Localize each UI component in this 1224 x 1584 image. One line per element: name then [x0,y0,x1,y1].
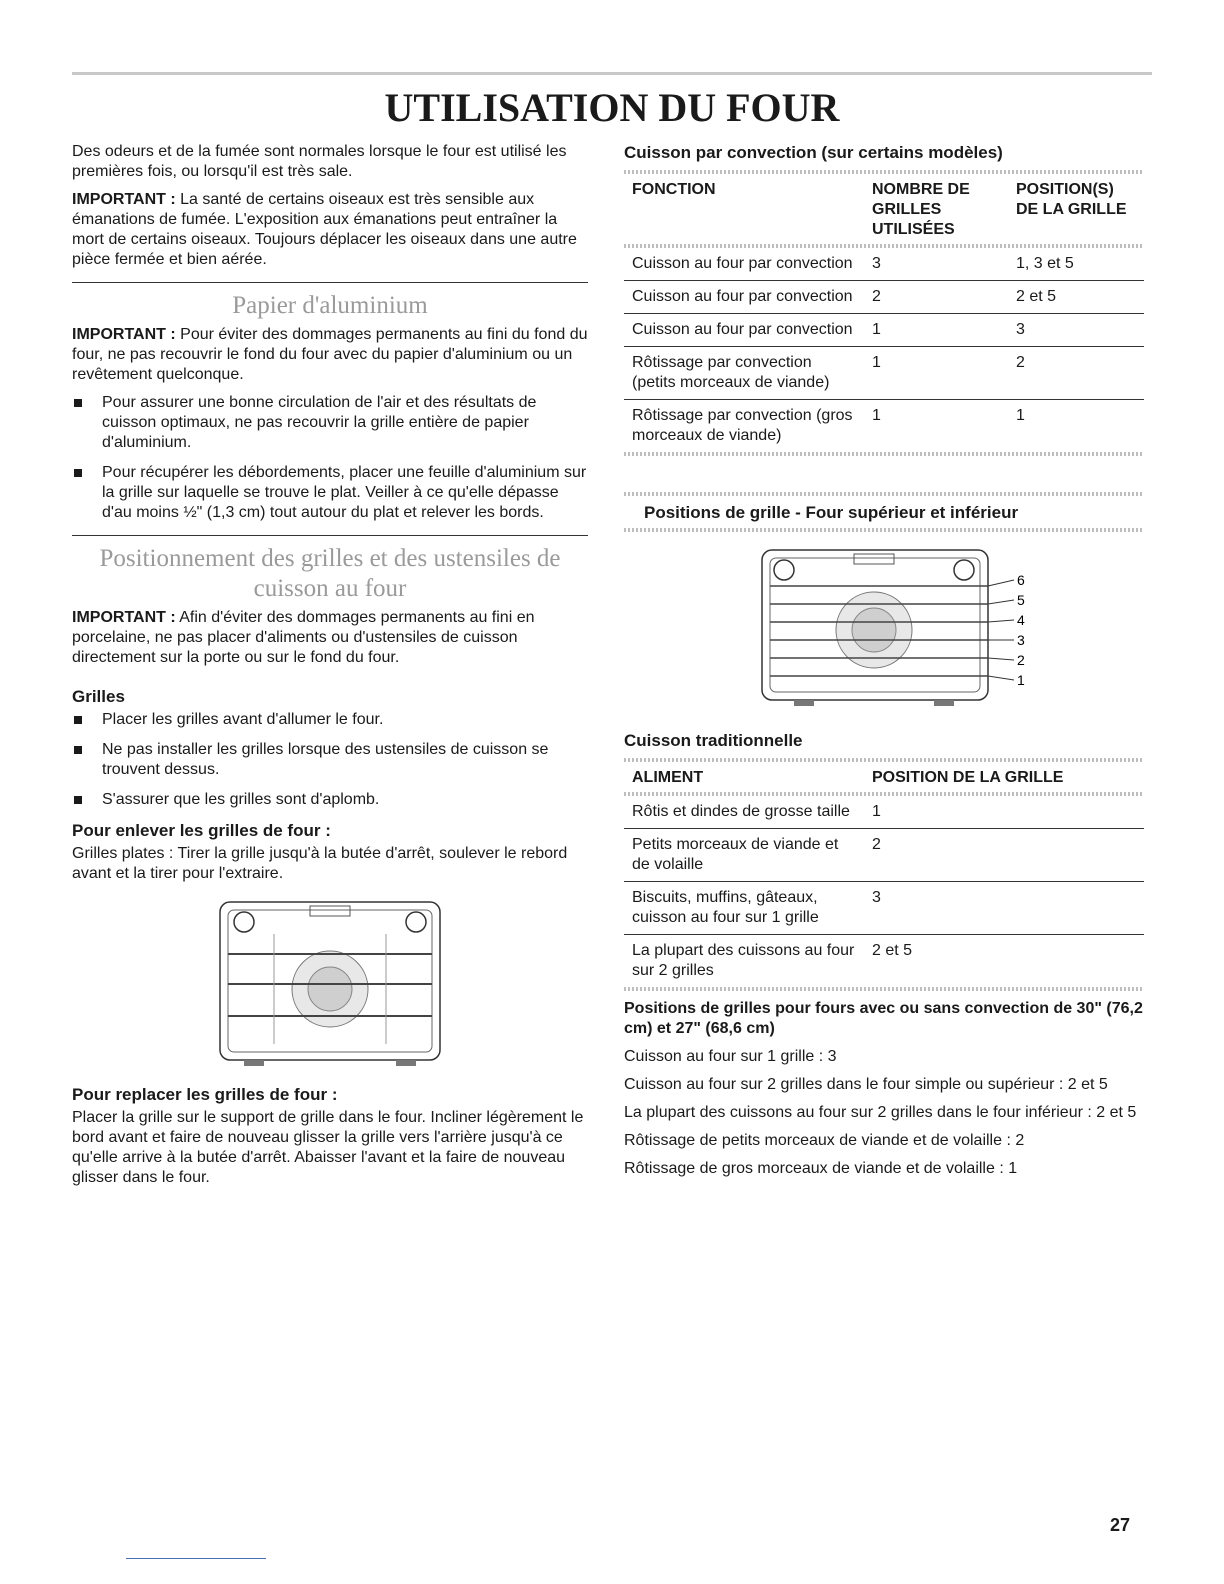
table-row [624,829,1144,882]
left-column [72,142,588,1196]
rack-important-body: Afin d'éviter des dommages permanents au fini en porcelaine, ne pas placer d'aliments ou d'ustensiles de cuisson directement sur la porte ou sur le fond du four. [72,609,535,666]
intro-text: Des odeurs et de la fumée sont normales lorsque le four est utilisé les premières fois, ou lorsqu'il est très sale. [72,143,567,180]
list-item: Ne pas installer les grilles lorsque des ustensiles de cuisson se trouvent dessus. [72,740,588,780]
table-cell: Rôtissage par convection (petits morceaux de viande) [624,347,864,400]
convection-title: Cuisson par convection (sur certains modèles) [624,143,1003,162]
table-header-row [624,174,1144,244]
important-label: IMPORTANT : [72,326,176,343]
page-number: 27 [1110,1515,1131,1535]
grilles-heading: Grilles [72,687,125,706]
important-label: IMPORTANT : [72,191,176,208]
rack-important [72,608,588,668]
table-cell: Biscuits, muffins, gâteaux, cuisson au four sur 1 grille [624,882,864,935]
list-item: Pour récupérer les débordements, placer une feuille d'aluminium sur la grille sur laquelle se trouve le plat. Veiller à ce qu'elle dépasse d'au moins ½" (1,3 cm) tout autour du plat et relever les bords. [72,463,588,523]
table-row [624,882,1144,935]
remove-text: Grilles plates : Tirer la grille jusqu'à la butée d'arrêt, soulever le rebord avant et la tirer pour l'extraire. [72,845,568,882]
table-cell: 1 [864,314,1008,347]
hatch-rule [624,492,1144,496]
rack-label: 2 [1017,652,1025,668]
right-column [624,142,1144,1187]
table-header: POSITION DE LA GRILLE [872,769,1064,786]
table-cell: 1, 3 et 5 [1008,248,1144,281]
rack-positions-diagram [734,542,1034,722]
convection-table [624,174,1144,452]
hatch-rule [624,528,1144,532]
table-cell: Cuisson au four par convection [624,281,864,314]
table-cell: Rôtissage par convection (gros morceaux de viande) [632,407,853,444]
foil-important-body: Pour éviter des dommages permanents au fini du fond du four, ne pas recouvrir le fond du four avec du papier d'aluminium ou un revêtement quelconque. [72,326,588,383]
rack-label: 3 [1017,632,1025,648]
traditional-table [624,762,1144,987]
table-header: FONCTION [632,181,716,198]
table-cell: 3 [864,882,1144,935]
page-title: UTILISATION DU FOUR [384,85,840,130]
grilles-bullets [72,710,588,810]
table-cell: 2 et 5 [1008,281,1144,314]
list-item: Placer les grilles avant d'allumer le four. [72,710,588,730]
table-cell: 1 [872,407,881,424]
list-item: Pour assurer une bonne circulation de l'air et des résultats de cuisson optimaux, ne pas recouvrir la grille entière de papier d'aluminium. [72,393,588,453]
sizes-line: Cuisson au four sur 2 grilles dans le four simple ou supérieur : 2 et 5 [624,1076,1108,1093]
rack-label: 5 [1017,592,1025,608]
sizes-line: Cuisson au four sur 1 grille : 3 [624,1048,837,1065]
important-bird-text [72,190,588,270]
foil-heading: Papier d'aluminium [232,292,428,319]
table-header: ALIMENT [632,769,704,786]
table-row [624,400,1144,453]
rack-label: 4 [1017,612,1025,628]
table-cell: 2 [1008,347,1144,400]
table-cell: 1 [1016,407,1025,424]
foil-bullets [72,393,588,523]
table-cell: Cuisson au four par convection [624,248,864,281]
rack-heading: Positionnement des grilles et des ustensiles de cuisson au four [99,545,561,602]
table-cell: Petits morceaux de viande et de volaille [624,829,864,882]
table-header: POSITION(S) DE LA GRILLE [1016,181,1127,218]
table-cell: 2 [864,829,1144,882]
hatch-rule [624,987,1144,991]
list-item: S'assurer que les grilles sont d'aplomb. [72,790,588,810]
bottom-rule [126,1558,266,1559]
table-cell: 3 [864,248,1008,281]
replace-heading: Pour replacer les grilles de four : [72,1085,338,1104]
oven-illustration [214,894,446,1074]
sizes-line: Rôtissage de gros morceaux de viande et de volaille : 1 [624,1160,1018,1177]
important-bird-body: La santé de certains oiseaux est très sensible aux émanations de fumée. L'exposition aux émanations peut entraîner la mort de certains oiseaux. Toujours déplacer les oiseaux dans une autre pièce fermée et bien aérée. [72,191,577,268]
table-cell: 1 [864,347,1008,400]
positions-title: Positions de grille - Four supérieur et inférieur [644,503,1019,522]
traditional-title: Cuisson traditionnelle [624,731,803,750]
table-cell: 2 et 5 [872,942,913,959]
table-cell: 2 [864,281,1008,314]
rack-label: 1 [1017,672,1025,688]
sizes-title: Positions de grilles pour fours avec ou sans convection de 30" (76,2 cm) et 27" (68,6 cm) [624,1000,1143,1037]
foil-important [72,325,588,385]
sizes-line: La plupart des cuissons au four sur 2 grilles dans le four inférieur : 2 et 5 [624,1104,1137,1121]
table-cell: La plupart des cuissons au four sur 2 grilles [632,942,855,979]
table-row [624,314,1144,347]
table-row [624,935,1144,988]
table-row [624,248,1144,281]
table-cell: 3 [1008,314,1144,347]
table-header-row [624,762,1144,792]
table-cell: 1 [864,796,1144,829]
table-cell: Cuisson au four par convection [624,314,864,347]
rack-label: 6 [1017,572,1025,588]
table-cell: Rôtis et dindes de grosse taille [624,796,864,829]
important-label: IMPORTANT : [72,609,176,626]
table-row [624,281,1144,314]
top-rule [72,72,1152,75]
table-row [624,347,1144,400]
divider [72,282,588,283]
hatch-rule [624,452,1144,456]
remove-heading: Pour enlever les grilles de four : [72,821,331,840]
table-header: NOMBRE DE GRILLES UTILISÉES [872,181,970,238]
table-row [624,796,1144,829]
sizes-line: Rôtissage de petits morceaux de viande et de volaille : 2 [624,1132,1025,1149]
divider [72,535,588,536]
replace-text: Placer la grille sur le support de grille dans le four. Incliner légèrement le bord avant et faire de nouveau glisser la grille vers l'arrière jusqu'à ce qu'elle arrive à la butée d'arrêt. Abaisser l'avant et la faire de nouveau glisser dans le four. [72,1109,584,1186]
